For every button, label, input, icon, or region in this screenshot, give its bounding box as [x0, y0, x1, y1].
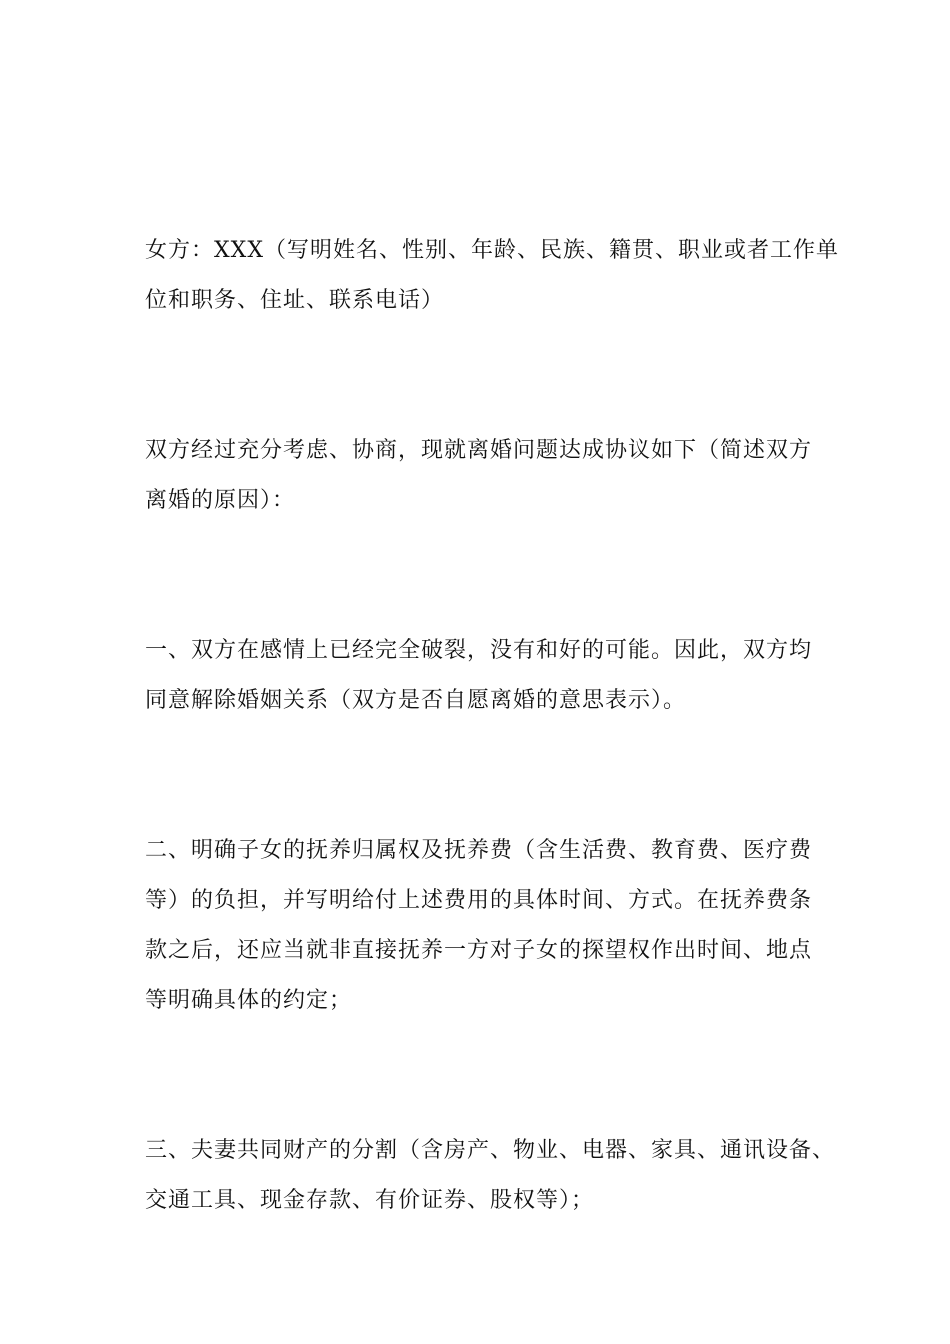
- paragraph-line: 位和职务、住址、联系电话）: [145, 288, 445, 313]
- paragraph-line: 二、明确子女的抚养归属权及抚养费（含生活费、教育费、医疗费: [145, 838, 813, 863]
- paragraph-clause-two: [145, 826, 825, 1026]
- paragraph-line: 等明确具体的约定；: [145, 988, 353, 1013]
- paragraph-party-female: [145, 226, 839, 326]
- paragraph-line: 一、双方在感情上已经完全破裂，没有和好的可能。因此，双方均: [145, 638, 813, 663]
- paragraph-line: 交通工具、现金存款、有价证券、股权等）；: [145, 1188, 595, 1213]
- paragraph-clause-one: [145, 626, 825, 726]
- paragraph-line: 同意解除婚姻关系（双方是否自愿离婚的意思表示）。: [145, 688, 687, 713]
- paragraph-line: 等）的负担，并写明给付上述费用的具体时间、方式。在抚养费条: [145, 888, 813, 913]
- paragraph-line: 离婚的原因）：: [145, 488, 296, 513]
- paragraph-line: 三、夫妻共同财产的分割（含房产、物业、电器、家具、通讯设备、: [145, 1138, 836, 1163]
- paragraph-line: 女方：XXX（写明姓名、性别、年龄、民族、籍贯、职业或者工作单: [145, 238, 839, 263]
- paragraph-line: 双方经过充分考虑、协商，现就离婚问题达成协议如下（简述双方: [145, 438, 813, 463]
- paragraph-clause-three: [145, 1126, 836, 1226]
- paragraph-line: 款之后，还应当就非直接抚养一方对子女的探望权作出时间、地点: [145, 938, 813, 963]
- paragraph-agreement-intro: [145, 426, 825, 526]
